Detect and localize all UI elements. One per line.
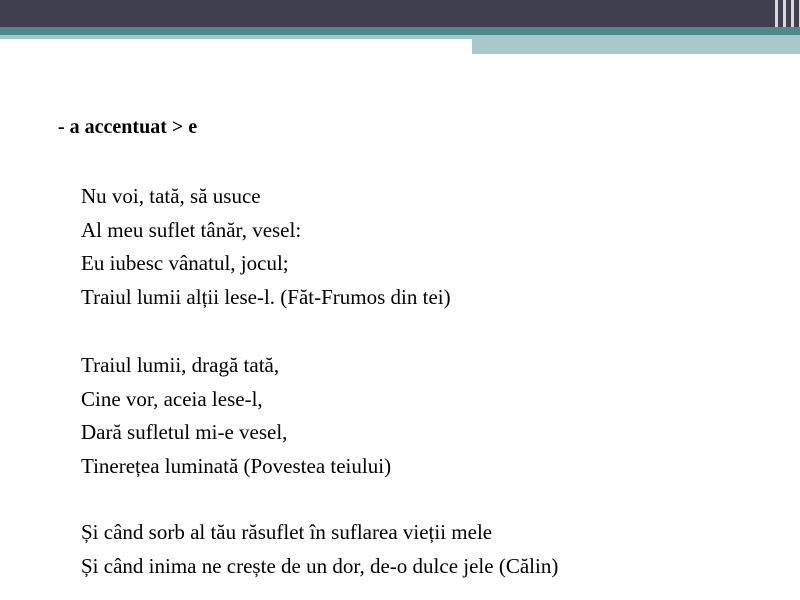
header-light-strip (0, 35, 472, 39)
header-teal-band (0, 27, 800, 35)
stanza-1 (81, 180, 451, 314)
header-light-block (472, 35, 800, 54)
stanza-2 (81, 349, 391, 483)
verse-line: Și când sorb al tău răsuflet în suflarea vieții mele (81, 520, 493, 544)
header-corner-stripes (770, 0, 800, 27)
verse-line: Tinerețea luminată (Povestea teiului) (81, 453, 392, 478)
verse-line: Cine vor, aceia lese-l, (81, 386, 263, 411)
verse-line: Și când inima ne crește de un dor, de-o dulce jele (Călin) (81, 553, 559, 578)
slide-heading: - a accentuat > e (58, 116, 198, 138)
verse-line: Al meu suflet tânăr, vesel: (81, 217, 302, 242)
verse-line: Dară sufletul mi-e vesel, (81, 420, 288, 444)
verse-line: Traiul lumii alții lese-l. (Făt-Frumos din tei) (81, 284, 451, 309)
header-dark-bar (0, 0, 770, 27)
verse-line: Eu iubesc vânatul, jocul; (81, 251, 289, 275)
verse-line: Traiul lumii, dragă tată, (81, 353, 280, 377)
verse-line: Nu voi, tată, să usuce (81, 184, 261, 208)
stanza-3 (81, 516, 558, 583)
